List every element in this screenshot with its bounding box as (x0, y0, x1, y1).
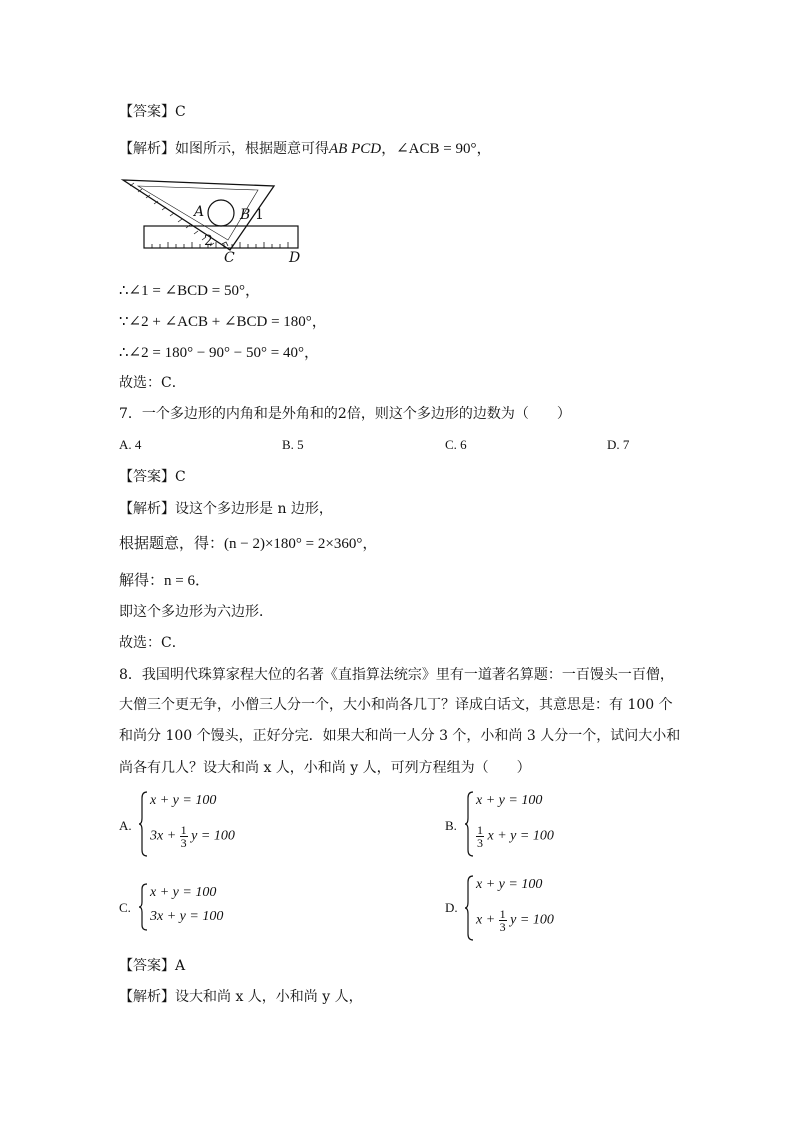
q8-option-c-label: C. (119, 900, 131, 915)
label-B: B (240, 207, 251, 223)
q7-conclusion: 故选：C． (119, 635, 186, 651)
q7-option-a: A. 4 (119, 437, 142, 452)
q8-a-eq2: 3x + $\frac{1}{3}$ y = 100 (150, 823, 235, 850)
set-square-ruler-diagram (118, 170, 318, 270)
q8-c-eq2: 3x + y = 100 (150, 909, 224, 924)
q8-option-b-label: B. (445, 818, 457, 833)
q8-line2: 大僧三个更无争，小僧三人分一个，大小和尚各几丁？译成白话文，其意思是：有 100 个 (119, 697, 673, 713)
q6-step1: ∴∠1 = ∠BCD = 50°， (119, 283, 260, 299)
q8-line3: 和尚分 100 个馒头，正好分完．如果大和尚一人分 3 个，小和尚 3 人分一个，试问大小和 (119, 728, 681, 744)
circle (208, 200, 234, 226)
q7-step2: 解得：n = 6． (119, 573, 210, 589)
q7-option-c: C. 6 (445, 437, 467, 452)
q7-step3: 即这个多边形为六边形． (119, 604, 273, 620)
q7-option-d: D. 7 (607, 437, 630, 452)
q8-option-b-system (464, 790, 604, 858)
label-A: A (194, 204, 205, 220)
q8-option-c-system (138, 882, 278, 932)
q7-step1: 根据题意，得：(n − 2)×180° = 2×360°， (119, 536, 378, 552)
q7-answer: 【答案】C (119, 469, 186, 485)
label-1: 1 (255, 207, 264, 223)
q7-option-b: B. 5 (282, 437, 304, 452)
q8-b-eq2: $\frac{1}{3}$ x + y = 100 (477, 823, 554, 850)
q8-line1: 8．我国明代珠算家程大位的名著《直指算法统宗》里有一道著名算题：一百馒头一百僧， (119, 667, 674, 683)
q8-c-eq1: x + y = 100 (150, 885, 217, 900)
q8-option-d-system (464, 874, 604, 942)
brace-icon (464, 874, 474, 942)
q6-analysis-prefix: 【解析】如图所示，根据题意可得 (119, 141, 329, 157)
q7-question: 7．一个多边形的内角和是外角和的2倍，则这个多边形的边数为（ ） (119, 406, 571, 422)
q8-answer: 【答案】A (119, 958, 186, 974)
q6-analysis-angle: ，∠ACB = 90°， (381, 141, 492, 157)
q8-line4: 尚各有几人？设大和尚 x 人，小和尚 y 人，可列方程组为（ ） (119, 760, 531, 776)
q7-analysis: 【解析】设这个多边形是 n 边形， (119, 501, 333, 517)
brace-icon (464, 790, 474, 858)
q8-option-a-label: A. (119, 818, 132, 833)
q6-analysis (119, 140, 491, 158)
q8-d-eq1: x + y = 100 (476, 877, 543, 892)
label-D: D (289, 250, 301, 266)
q6-conclusion: 故选：C． (119, 375, 186, 391)
q6-figure (118, 170, 318, 270)
brace-icon (138, 882, 148, 932)
q6-analysis-relation: AB PCD (329, 141, 382, 157)
label-C: C (224, 250, 235, 266)
q8-d-eq2: x + $\frac{1}{3}$ y = 100 (476, 907, 554, 934)
q8-option-d-label: D. (445, 900, 458, 915)
q8-analysis: 【解析】设大和尚 x 人，小和尚 y 人， (119, 989, 363, 1005)
q6-step3: ∴∠2 = 180° − 90° − 50° = 40°， (119, 345, 319, 361)
brace-icon (138, 790, 148, 858)
q6-step2: ∵∠2 + ∠ACB + ∠BCD = 180°， (119, 314, 327, 330)
label-2: 2 (204, 233, 213, 249)
q8-a-eq1: x + y = 100 (150, 793, 217, 808)
q8-b-eq1: x + y = 100 (476, 793, 543, 808)
q6-answer: 【答案】C (119, 104, 186, 120)
q8-option-a-system (138, 790, 278, 858)
